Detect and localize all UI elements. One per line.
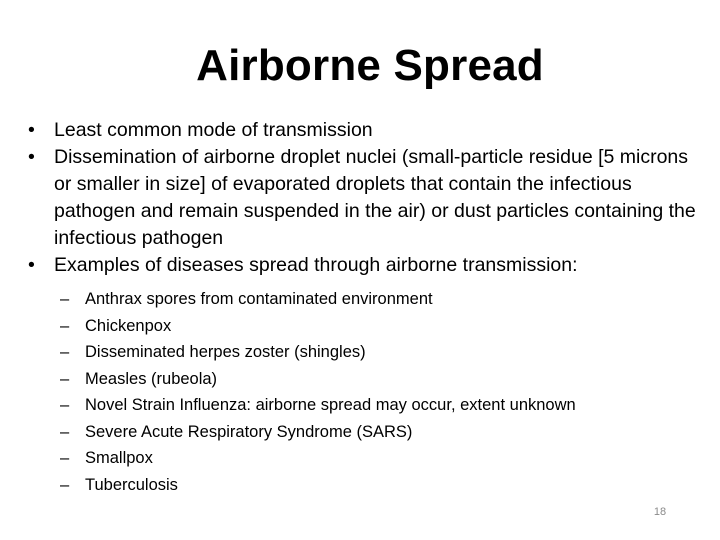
sub-bullet-text: Novel Strain Influenza: airborne spread may occur, extent unknown (85, 396, 576, 414)
sub-bullet-item (60, 392, 700, 419)
bullet-text: Examples of diseases spread through airborne transmission: (54, 254, 578, 276)
sub-bullet-text: Disseminated herpes zoster (shingles) (85, 343, 366, 361)
sub-bullet-item (60, 419, 700, 446)
sub-bullet-marker: – (60, 422, 70, 441)
sub-bullet-marker: – (60, 475, 70, 494)
bullet-marker: • (28, 119, 35, 141)
sub-bullet-item (60, 445, 700, 472)
sub-bullet-marker: – (60, 396, 70, 414)
bullet-marker: • (28, 254, 35, 276)
sub-bullet-text: Tuberculosis (85, 475, 178, 494)
sub-bullet-item (60, 472, 700, 499)
bullet-text: Dissemination of airborne droplet nuclei (small-particle residue [5 microns or smaller in size] of evaporated droplets that contain the infectious pathogen and remain suspended in the air) or dust particles containing the infectious pathogen (54, 146, 696, 249)
sub-bullet-marker: – (60, 343, 70, 361)
sub-bullet-text: Smallpox (85, 449, 153, 467)
sub-bullet-text: Severe Acute Respiratory Syndrome (SARS) (85, 422, 413, 441)
bullet-list (26, 117, 706, 279)
sub-bullet-item (60, 339, 700, 366)
slide-title: Airborne Spread (196, 41, 544, 90)
disease-examples-list (60, 286, 700, 498)
sub-bullet-marker: – (60, 449, 70, 467)
bullet-marker: • (28, 146, 35, 168)
sub-bullet-marker: – (60, 290, 70, 308)
sub-bullet-text: Anthrax spores from contaminated environment (85, 290, 433, 308)
page-number: 18 (653, 506, 667, 518)
bullet-text: Least common mode of transmission (54, 119, 373, 141)
sub-bullet-marker: – (60, 316, 70, 335)
sub-bullet-item (60, 313, 700, 340)
bullet-item (26, 252, 706, 279)
sub-bullet-text: Measles (rubeola) (85, 369, 218, 388)
bullet-item (26, 117, 706, 144)
sub-bullet-item (60, 286, 700, 313)
sub-bullet-text: Chickenpox (85, 316, 172, 335)
sub-bullet-item (60, 366, 700, 393)
sub-bullet-marker: – (60, 369, 70, 388)
bullet-item (26, 144, 706, 252)
